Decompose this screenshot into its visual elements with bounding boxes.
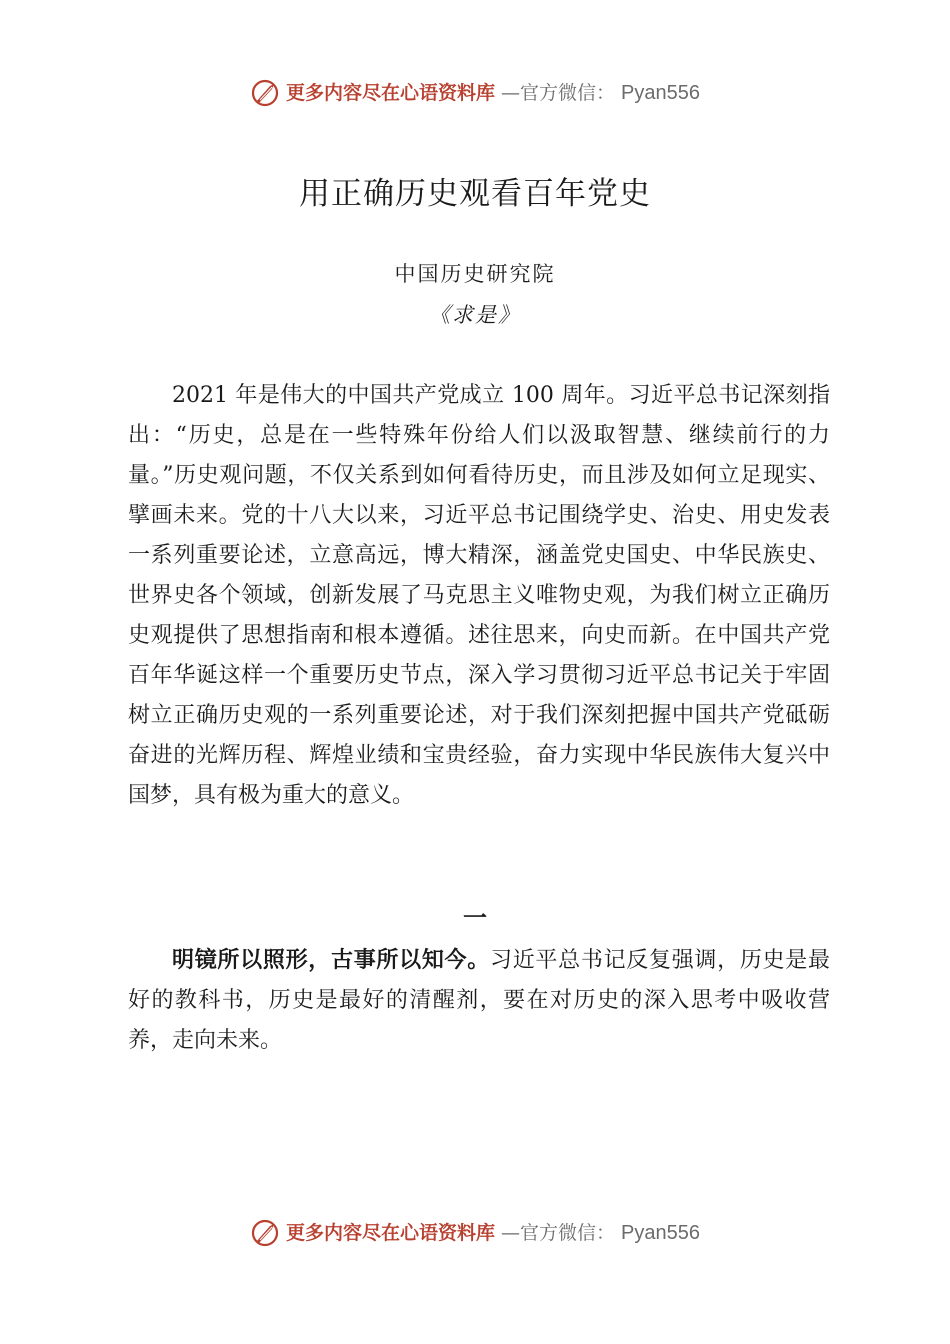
watermark-brand: 更多内容尽在心语资料库 [286,1222,496,1244]
paragraph-section-one [128,941,830,1061]
watermark-separator: —官方微信： [501,1222,616,1244]
footer-watermark [0,1218,950,1248]
article-source: 《求是》 [429,303,521,327]
quill-pen-icon [250,78,280,108]
watermark-wechat-id: Pyan556 [621,1222,700,1244]
article-title: 用正确历史观看百年党史 [299,176,651,212]
article-author: 中国历史研究院 [394,262,556,286]
section-number: 一 [463,904,487,932]
paragraph-intro: 2021 年是伟大的中国共产党成立 100 周年。习近平总书记深刻指出：“历史，总是在一些特殊年份给人们以汲取智慧、继续前行的力量。”历史观问题，不仅关系到如何看待历史，而且涉及如何立足现实、擘画未来。党的十八大以来，习近平总书记围绕学史、治史、用史发表一系列重要论述，立意高远，博大精深，涵盖党史国史、中华民族史、世界史各个领域，创新发展了马克思主义唯物史观，为我们树立正确历史观提供了思想指南和根本遵循。述往思来，向史而新。在中国共产党百年华诞这样一个重要历史节点，深入学习贯彻习近平总书记关于牢固树立正确历史观的一系列重要论述，对于我们深刻把握中国共产党砥砺奋进的光辉历程、辉煌业绩和宝贵经验，奋力实现中华民族伟大复兴中国梦，具有极为重大的意义。 [128,383,830,808]
header-watermark [0,78,950,108]
quill-pen-icon [250,1218,280,1248]
paragraph-body: 习近平总书记反复强调，历史是最好的教科书，历史是最好的清醒剂，要在对历史的深入思考中吸收营养，走向未来。 [128,948,830,1053]
watermark-brand: 更多内容尽在心语资料库 [286,82,496,104]
watermark-separator: —官方微信： [501,82,616,104]
watermark-wechat-id: Pyan556 [621,82,700,104]
paragraph-lead-sentence: 明镜所以照形，古事所以知今。 [172,948,490,973]
